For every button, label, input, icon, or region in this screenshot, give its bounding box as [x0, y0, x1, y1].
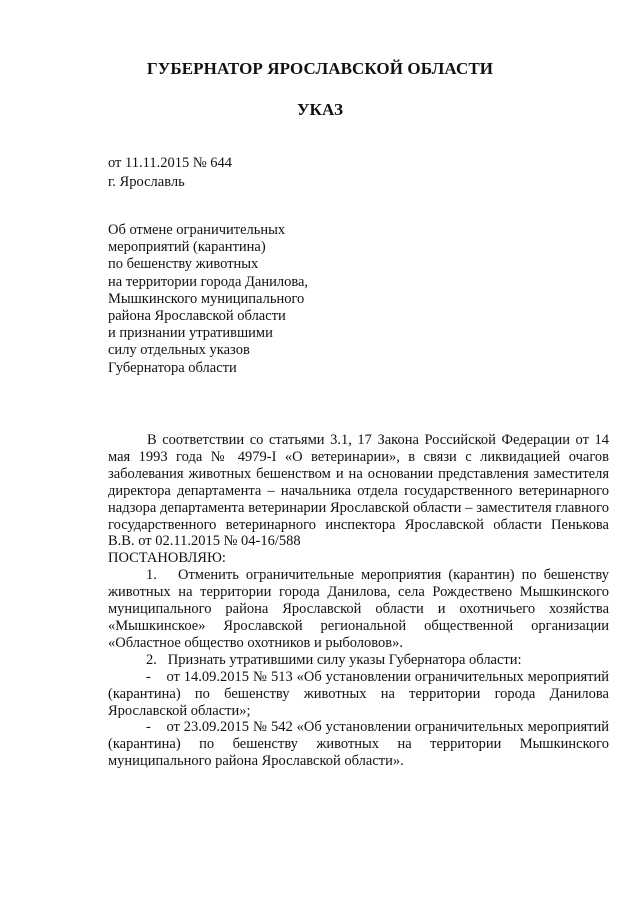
subject-line: Мышкинского муниципального — [108, 290, 305, 307]
subject-line: и признании утратившими — [108, 325, 273, 342]
preamble-paragraph: В соответствии со статьями 3.1, 17 Закона Российской Федерации от 14 мая 1993 года № 4979-I «О ветеринарии», в связи с ликвидацией очагов заболевания животных бешенством и на основании представления заместителя директора департамента – начальника отдела государственного ветеринарного надзора департамента ветеринарии Ярославской области – заместителя главного государственного ветеринарного инспектора Ярославской области Пенькова В.В. от 02.11.2015 № 04-16/588 — [108, 432, 609, 550]
item-1-paragraph: 1. Отменить ограничительные мероприятия (карантин) по бешенству животных на территории города Данилова, села Рождествено Мышкинского муниципального района Ярославской области и охотничьего хозяйства «Мышкинское» Ярославской региональной общественной организации «Областное общество охотников и рыболовов». — [108, 567, 609, 651]
subject-line: на территории города Данилова, — [108, 273, 309, 290]
subject-line: района Ярославской области — [108, 308, 286, 325]
decree-body — [108, 432, 609, 770]
subject-line: Губернатора области — [108, 359, 237, 376]
subject-line: мероприятий (карантина) — [108, 239, 266, 256]
item-2-paragraph: 2. Признать утратившими силу указы Губернатора области: — [146, 651, 522, 668]
authority-title: ГУБЕРНАТОР ЯРОСЛАВСКОЙ ОБЛАСТИ — [146, 59, 494, 78]
issue-place: г. Ярославль — [108, 174, 185, 190]
subject-line: Об отмене ограничительных — [108, 222, 286, 238]
subject-block — [108, 222, 408, 377]
repealed-decree-1: - от 14.09.2015 № 513 «Об установлении ограничительных мероприятий (карантина) по бешенству животных на территории города Данилова Ярославской области»; — [108, 668, 609, 719]
decree-word: ПОСТАНОВЛЯЮ: — [108, 550, 226, 567]
subject-line: по бешенству животных — [108, 256, 259, 273]
date-number: от 11.11.2015 № 644 — [108, 155, 233, 171]
repealed-decree-2: - от 23.09.2015 № 542 «Об установлении ограничительных мероприятий (карантина) по бешенству животных на территории Мышкинского муниципального района Ярославской области». — [108, 719, 609, 770]
document-type-title: УКАЗ — [296, 100, 344, 119]
subject-line: силу отдельных указов — [108, 342, 250, 359]
